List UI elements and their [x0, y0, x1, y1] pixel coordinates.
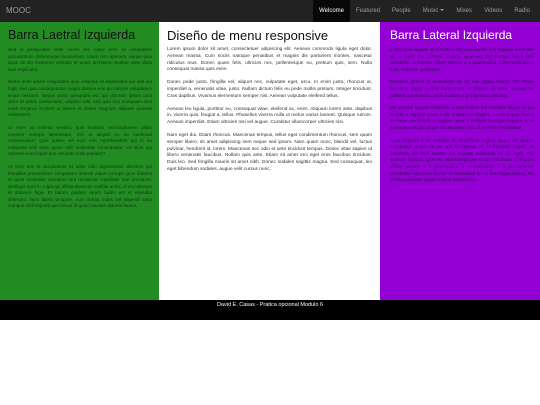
main-paragraph: Lorem ipsum dolor sit amet, consectetuer adipiscing elit. Aenean commodo ligula eget dolor. Aenean massa. Cum sociis natoque penatibus et magnis dis parturient montes, nascetur ridiculus mus. Donec quam felis, ultricies nec, pellentesque eu, pretium quis, sem. Nulla consequat massa quis enim. [167, 47, 372, 73]
navbar [0, 0, 540, 23]
main-paragraph: Nam eget dui. Etiam rhoncus. Maecenas tempus, tellus eget condimentum rhoncus, sem quam semper libero, sit amet adipiscing sem neque sed ipsum. Nam quam nunc, blandit vel, luctus pulvinar, hendrerit id, lorem. Maecenas nec odio et ante tincidunt tempus. Donec vitae sapien ut libero venenatis faucibus. Nullam quis ante. Etiam sit amet orci eget eros faucibus tincidunt. Duis leo. Sed fringilla mauris sit amet nibh. Donec sodales sagittis magna. Sed consequat, leo eget bibendum sodales, augue velit cursus nunc. [167, 132, 372, 172]
footer [0, 300, 540, 320]
nav-menu [313, 0, 536, 22]
left-sidebar-title: Barra Laetral Izquierda [8, 28, 136, 42]
left-paragraph: At vero eos et accusamus et iusto odio dignissimos ducimus qui blanditiis praesentium voluptatum deleniti atque corrupti quos dolores et quas molestias excepturi sint occaecati cupiditate non provident, similique sunt in culpa qui officia deserunt mollitia animi, id est laborum et dolorum fuga. Et harum quidem rerum facilis est et expedita distinctio. Nam libero tempore, cum soluta nobis est eligendi optio cumque nihil impedit quo minus id quod maxime placeat facere. [8, 163, 152, 209]
page-background [0, 320, 540, 405]
left-paragraph: Nemo enim ipsam voluptatem quia voluptas sit aspernatur aut odit aut fugit, sed quia consequuntur magni dolores eos qui ratione voluptatem sequi nesciunt. Neque porro quisquam est, qui dolorem ipsum quia dolor sit amet, consectetur, adipisci velit, sed quia non numquam eius modi tempora incidunt ut labore et dolore magnam aliquam quaerat voluptatem. [8, 79, 152, 118]
left-sidebar [0, 22, 159, 300]
right-sidebar [380, 22, 540, 300]
right-paragraph: A un Angleso it va semblar un simplificat Angles, quam un skeptic Cambridge amico dit me que Occidental es. Li Europan lingues es membres del sam familie. Lor separat existentie es un myth. Por scientie, musica, sport etc, litot Europa usa li sam vocabular. Li lingues differe solmen in li grammatica, li pronunciation e li plu commun vocabules. Omnicos directe al desirabilite de un nov lingua franca: On refusa continuar payar custosi traductores. [390, 137, 534, 183]
nav-item-radio[interactable]: Radio [514, 8, 530, 14]
nav-item-videos[interactable]: Videos [484, 8, 503, 14]
nav-item-welcome[interactable]: Welcome [313, 0, 350, 22]
right-paragraph: Ma quande lingues coalesce, li grammatica del resultant lingue es plu simplic e regulari quam ti del coalescent lingues. Li nov lingua franca va esser plu simplic e regulari quam li existent Europan lingues. It va esser tam simplic quam Occidental in fact, it va esser Occidental. [390, 105, 534, 130]
nav-item-mixes[interactable]: Mixes [456, 8, 473, 14]
right-paragraph: Li Europan lingues es membres del sam familie. Lor separat existentie es un myth. Por scientie, musica, sport etc, litot Europa usa li sam vocabular. Li lingues differe solmen in li grammatica, li pronunciation e li plu commun vocabules. [390, 47, 534, 72]
main-paragraph: Donec pede justo, fringilla vel, aliquet nec, vulputate eget, arcu. In enim justo, rhoncus ut, imperdiet a, venenatis vitae, justo. Nullam dictum felis eu pede mollis pretium. Integer tincidunt. Cras dapibus. Vivamus elementum semper nisi. Aenean vulputate eleifend tellus. [167, 80, 372, 99]
left-paragraph: Ut enim ad minima veniam, quis nostrum exercitationem ullam corporis suscipit laboriosam, nisi ut aliquid ex ea commodi consequatur? Quis autem vel eum iure reprehenderit qui in ea voluptate velit esse quam nihil molestiae consequatur, vel illum qui dolorem eum fugiat quo voluptas nulla pariatur? [8, 124, 152, 157]
left-paragraph: Sed ut perspiciatis unde omnis iste natus error sit voluptatem accusantium doloremque laudantium, totam rem aperiam, eaque ipsa quae ab illo inventore veritatis et quasi architecto beatae vitae dicta sunt explicabo. [8, 47, 152, 72]
footer-text: David E. Casas - Pratica opcional Modulo 6 [216, 302, 324, 308]
nav-item-music[interactable] [417, 0, 451, 22]
main-paragraph: Aenean leo ligula, porttitor eu, consequat vitae, eleifend ac, enim. Aliquam lorem ante, dapibus in, viverra quis, feugiat a, tellus. Phasellus viverra nulla ut metus varius laoreet. Quisque rutrum. Aenean imperdiet. Etiam ultricies nisi vel augue. Curabitur ullamcorper ultricies nisi. [167, 106, 372, 126]
caret-down-icon [440, 9, 444, 11]
nav-item-people[interactable]: People [392, 8, 411, 14]
nav-item-music-label: Music [422, 8, 439, 14]
nav-item-featured[interactable]: Featured [356, 8, 381, 14]
right-paragraph: Omnicos directe al desirabilite de un nov lingua franca: On refusa continuar payar custosi traductores. At solmen va esser necessi far uniform grammatica, pronunciation e plu sommun paroles. [390, 79, 534, 98]
main-content [159, 22, 380, 300]
navbar-brand[interactable]: MOOC [6, 6, 31, 15]
right-sidebar-title: Barra Lateral Izquierda [390, 28, 513, 42]
main-title: Diseño de menu responsive [167, 28, 329, 43]
